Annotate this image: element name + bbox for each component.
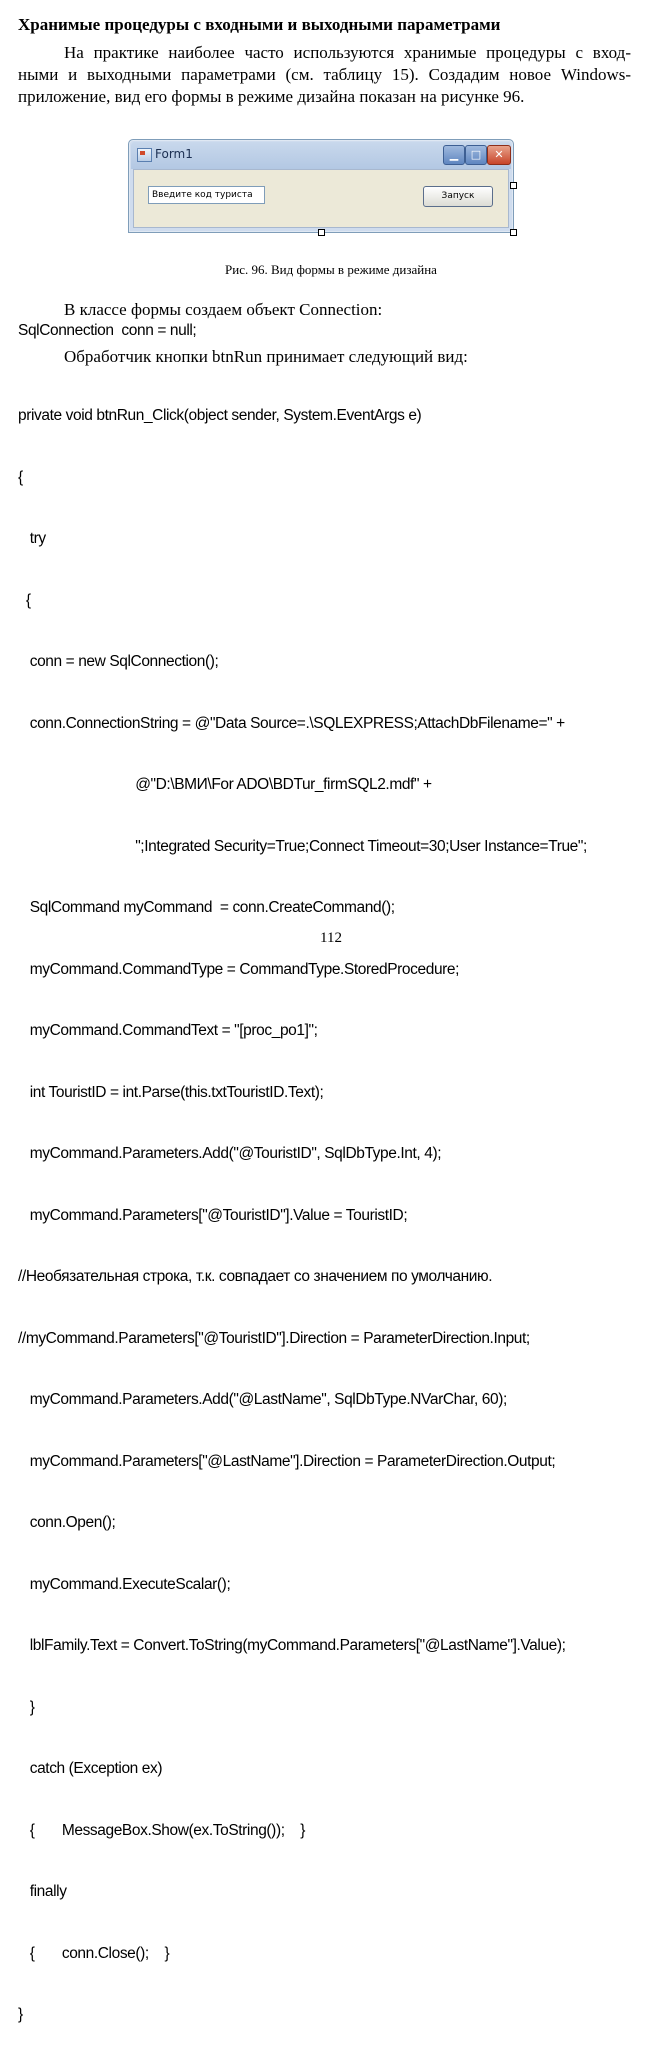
code-line: myCommand.CommandText = "[proc_po1]"; xyxy=(18,1022,318,1039)
code-line: { conn.Close(); } xyxy=(18,1944,170,1962)
code-listing xyxy=(18,365,648,2067)
code-line: } xyxy=(18,2006,23,2023)
code-line: ";Integrated Security=True;Connect Timeout=30;User Instance=True"; xyxy=(18,837,587,855)
intro-line: На практике наиболее часто используются хранимые процедуры с вход- xyxy=(64,43,631,62)
resize-handle xyxy=(510,182,517,189)
code-line: lblFamily.Text = Convert.ToString(myCommand.Parameters["@LastName"].Value); xyxy=(18,1637,566,1654)
code-line: myCommand.ExecuteScalar(); xyxy=(18,1575,231,1593)
code-line: finally xyxy=(18,1883,67,1900)
code-connection-declaration: SqlConnection conn = null; xyxy=(18,322,197,339)
paragraph-line: Обработчик кнопки btnRun принимает следующий вид: xyxy=(64,347,468,366)
code-line: myCommand.Parameters["@LastName"].Direction = ParameterDirection.Output; xyxy=(18,1452,556,1470)
resize-handle xyxy=(510,229,517,236)
paragraph-line: В классе формы создаем объект Connection: xyxy=(64,300,383,319)
connection-paragraph xyxy=(18,299,631,321)
code-line: myCommand.Parameters.Add("@TouristID", SqlDbType.Int, 4); xyxy=(18,1145,442,1162)
form-client-area xyxy=(133,169,509,228)
code-line: SqlCommand myCommand = conn.CreateCommand(); xyxy=(18,899,395,916)
code-comment-line: //myCommand.Parameters["@TouristID"].Direction = ParameterDirection.Input; xyxy=(18,1329,530,1347)
code-line: int TouristID = int.Parse(this.txtTouristID.Text); xyxy=(18,1083,324,1101)
figure-caption: Рис. 96. Вид формы в режиме дизайна xyxy=(225,262,437,277)
code-line: myCommand.Parameters["@TouristID"].Value = TouristID; xyxy=(18,1206,408,1224)
close-icon: ✕ xyxy=(487,145,511,165)
code-line: } xyxy=(18,1698,35,1716)
intro-line: приложение, вид его формы в режиме дизайна показан на рисунке 96. xyxy=(18,87,525,106)
code-line: conn = new SqlConnection(); xyxy=(18,653,219,670)
resize-handle xyxy=(318,229,325,236)
intro-line: ными и выходными параметрами (см. таблицу 15). Создадим новое Windows- xyxy=(18,65,631,84)
code-line: @"D:\BMИ\For ADO\BDTur_firmSQL2.mdf" + xyxy=(18,776,432,793)
form-icon xyxy=(137,148,152,162)
code-line: myCommand.Parameters.Add("@LastName", SqlDbType.NVarChar, 60); xyxy=(18,1391,507,1408)
code-line: { MessageBox.Show(ex.ToString()); } xyxy=(18,1821,306,1839)
code-line: myCommand.CommandType = CommandType.StoredProcedure; xyxy=(18,960,460,978)
window-titlebar xyxy=(131,142,511,169)
code-line: { xyxy=(18,591,31,609)
code-line: catch (Exception ex) xyxy=(18,1760,163,1777)
code-line: conn.ConnectionString = @"Data Source=.\SQLEXPRESS;AttachDbFilename=" + xyxy=(18,714,565,732)
code-line: private void btnRun_Click(object sender, System.EventArgs e) xyxy=(18,407,422,424)
run-button: Запуск xyxy=(423,186,493,207)
code-line: conn.Open(); xyxy=(18,1514,116,1531)
page-number: 112 xyxy=(320,930,342,946)
intro-paragraph xyxy=(18,42,631,108)
code-line: { xyxy=(18,468,23,486)
tourist-id-input: Введите код туриста xyxy=(148,186,265,204)
code-comment-line: //Необязательная строка, т.к. совпадает со значением по умолчанию. xyxy=(18,1268,493,1285)
window-title: Form1 xyxy=(155,147,193,161)
maximize-icon: □ xyxy=(465,145,487,165)
form-design-window xyxy=(128,139,514,233)
code-line: try xyxy=(18,530,46,547)
minimize-icon: ▁ xyxy=(443,145,465,165)
section-heading: Хранимые процедуры с входными и выходными параметрами xyxy=(18,15,501,34)
